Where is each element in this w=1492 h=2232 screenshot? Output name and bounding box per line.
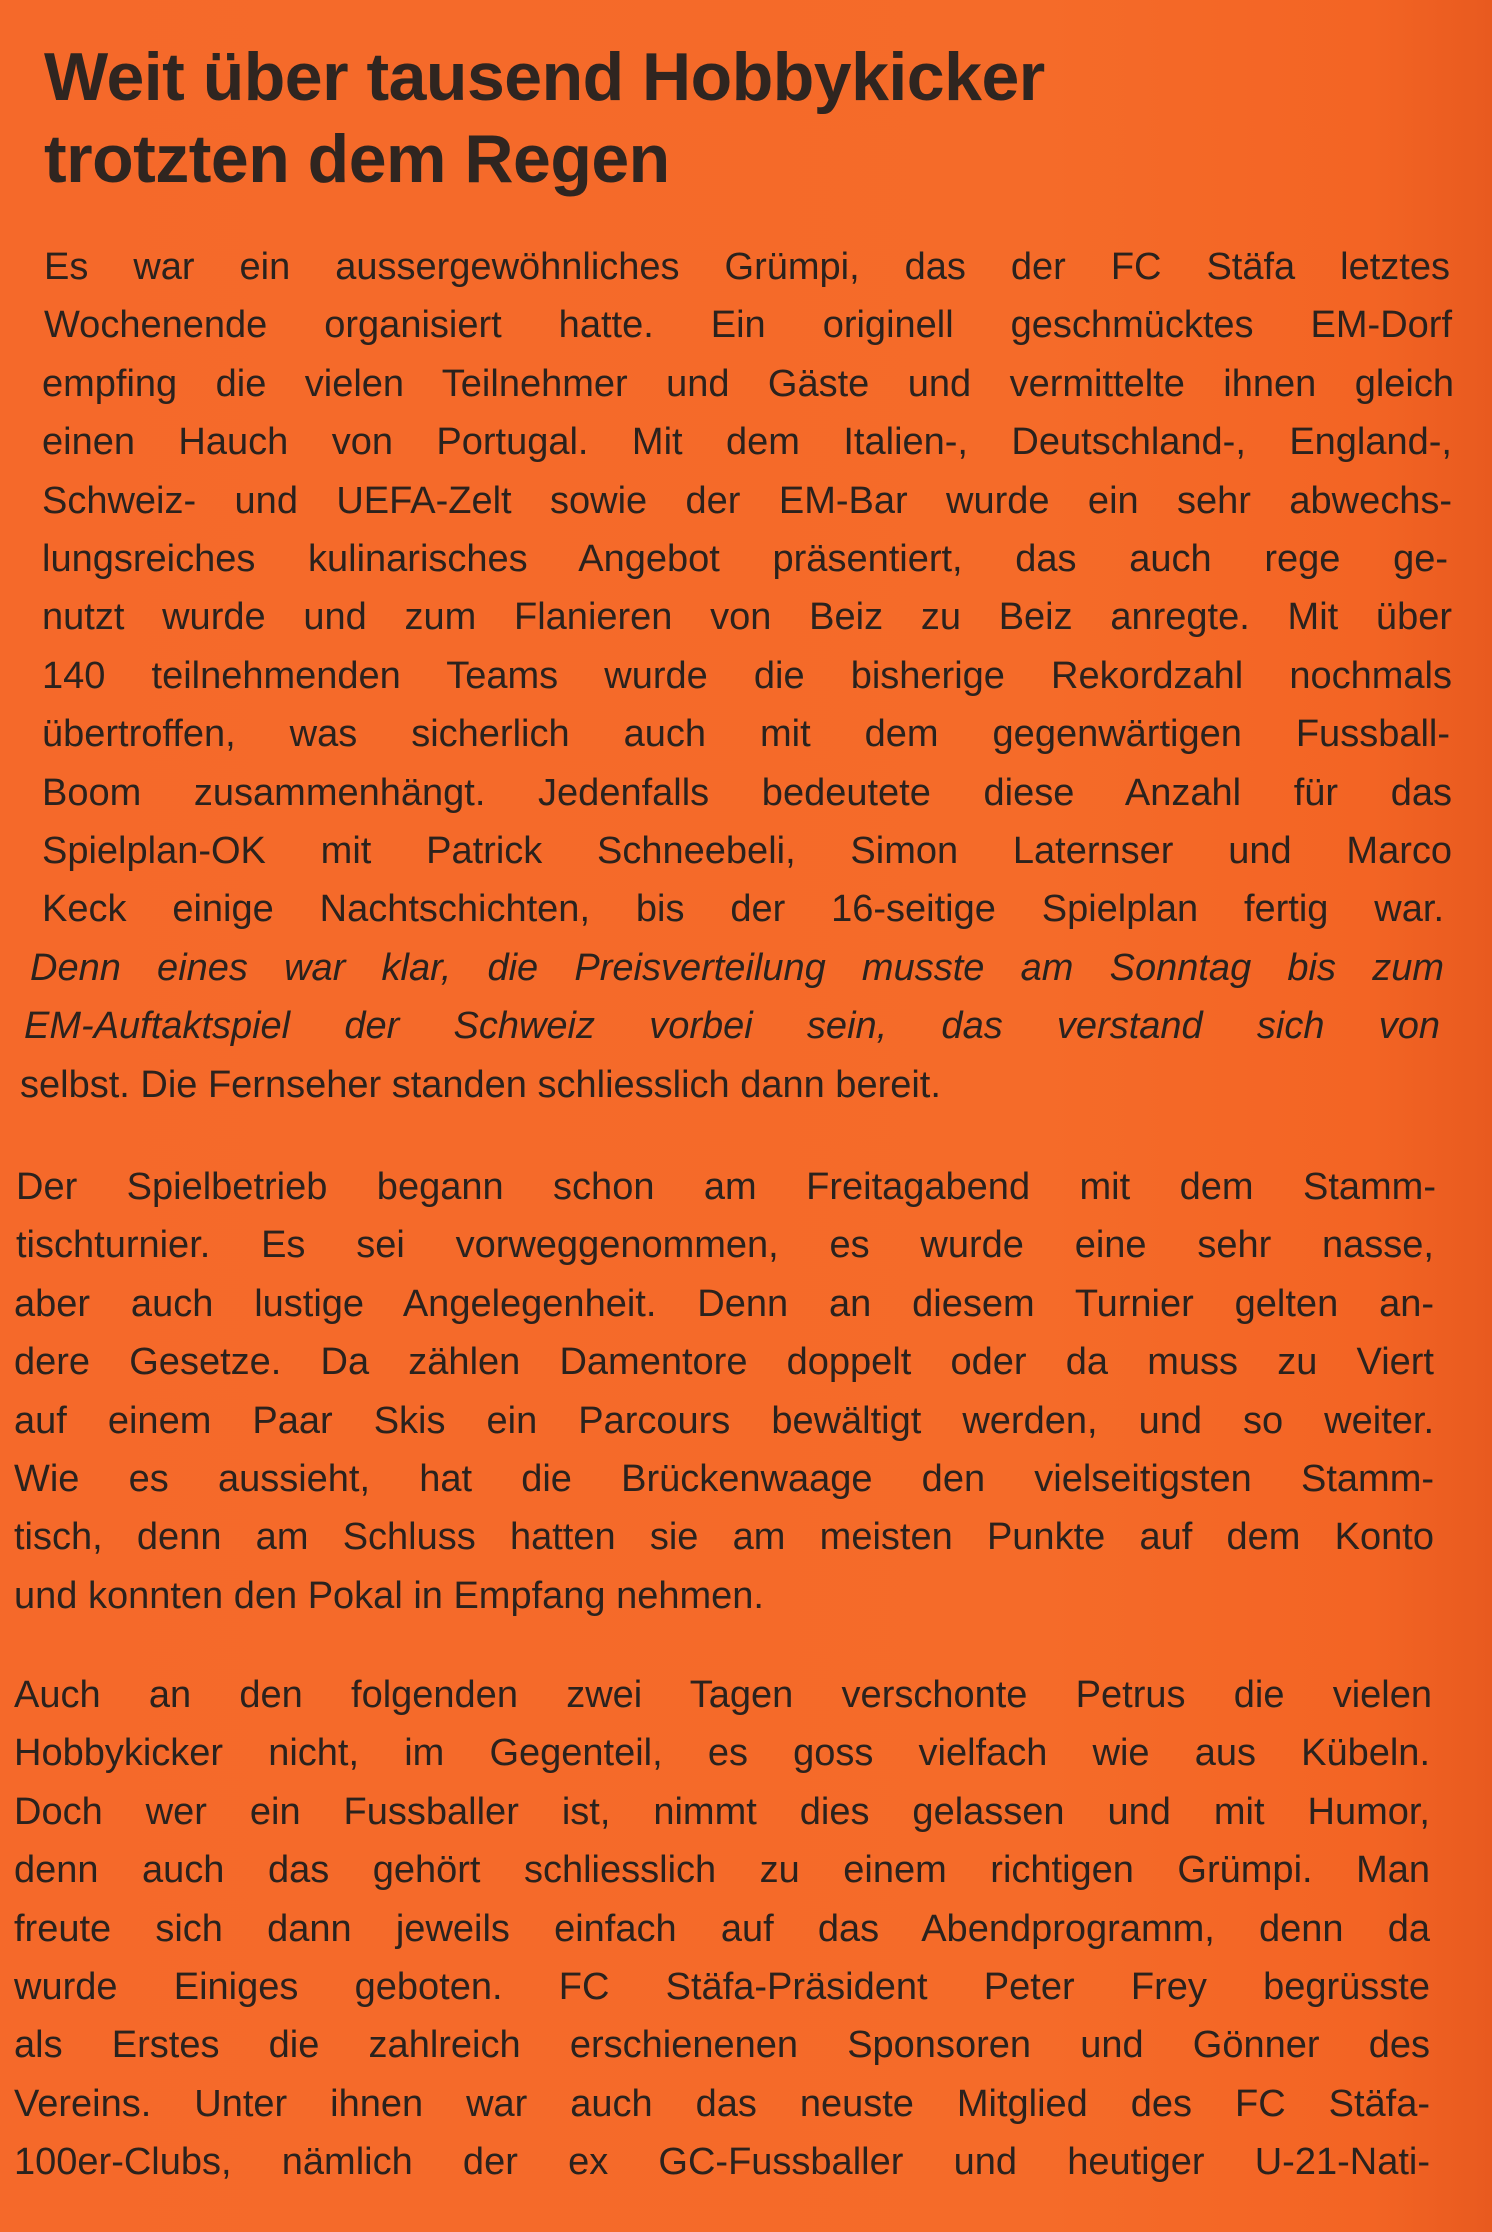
text-line: Wochenende organisiert hatte. Ein originell geschmücktes EM-Dorf [44,304,1452,347]
text-line: Auch an den folgenden zwei Tagen verschonte Petrus die vielen [14,1674,1432,1716]
text-line: Schweiz- und UEFA-Zelt sowie der EM-Bar wurde ein sehr abwechs- [42,479,1452,522]
text-line: dere Gesetze. Da zählen Damentore doppelt oder da muss zu Viert [14,1341,1434,1384]
text-line: empfing die vielen Teilnehmer und Gäste und vermittelte ihnen gleich [42,362,1454,405]
article-paragraph-3 [0,1666,1492,2192]
text-line: denn auch das gehört schliesslich zu einem richtigen Grümpi. Man [14,1849,1430,1892]
text-line: Es war ein aussergewöhnliches Grümpi, das der FC Stäfa letztes [44,246,1450,288]
text-line: einen Hauch von Portugal. Mit dem Italien-, Deutschland-, England-, [42,421,1452,464]
text-line: tisch, denn am Schluss hatten sie am meisten Punkte auf dem Konto [14,1516,1434,1559]
text-line: als Erstes die zahlreich erschienenen Sponsoren und Gönner des [14,2024,1430,2067]
text-line: Wie es aussieht, hat die Brückenwaage den vielseitigsten Stamm- [14,1458,1434,1501]
text-line: und konnten den Pokal in Empfang nehmen. [14,1574,764,1617]
text-line: selbst. Die Fernseher standen schliesslich dann bereit. [20,1063,941,1106]
text-line: 100er-Clubs, nämlich der ex GC-Fussballer und heutiger U-21-Nati- [14,2141,1430,2184]
text-line: nutzt wurde und zum Flanieren von Beiz zu Beiz anregte. Mit über [42,596,1452,639]
article-paragraph-1 [0,238,1492,1114]
headline-line: trotzten dem Regen [44,121,670,197]
text-line: aber auch lustige Angelegenheit. Denn an diesem Turnier gelten an- [14,1282,1434,1325]
text-line: auf einem Paar Skis ein Parcours bewältigt werden, und so weiter. [14,1399,1434,1442]
headline-line: Weit über tausend Hobbykicker [44,39,1045,115]
text-line: freute sich dann jeweils einfach auf das Abendprogramm, denn da [14,1907,1430,1950]
text-line: EM-Auftaktspiel der Schweiz vorbei sein, das verstand sich von [24,1005,1440,1048]
text-line: Keck einige Nachtschichten, bis der 16-seitige Spielplan fertig war. [42,888,1444,931]
text-line: Der Spielbetrieb begann schon am Freitagabend mit dem Stamm- [16,1166,1436,1208]
text-line: Denn eines war klar, die Preisverteilung musste am Sonntag bis zum [30,946,1444,989]
article-paragraph-2 [0,1158,1492,1625]
article-headline [44,36,1444,200]
text-line: lungsreiches kulinarisches Angebot präsentiert, das auch rege ge- [42,538,1448,581]
text-line: übertroffen, was sicherlich auch mit dem gegenwärtigen Fussball- [42,713,1450,756]
text-line: Boom zusammenhängt. Jedenfalls bedeutete diese Anzahl für das [42,771,1452,814]
text-line: wurde Einiges geboten. FC Stäfa-Präsident Peter Frey begrüsste [14,1966,1430,2009]
text-line: Vereins. Unter ihnen war auch das neuste Mitglied des FC Stäfa- [14,2082,1430,2125]
text-line: Spielplan-OK mit Patrick Schneebeli, Simon Laternser und Marco [42,830,1452,873]
text-line: Hobbykicker nicht, im Gegenteil, es goss vielfach wie aus Kübeln. [14,1732,1430,1775]
text-line: tischturnier. Es sei vorweggenommen, es wurde eine sehr nasse, [16,1224,1434,1267]
text-line: Doch wer ein Fussballer ist, nimmt dies gelassen und mit Humor, [14,1790,1430,1833]
text-line: 140 teilnehmenden Teams wurde die bisherige Rekordzahl nochmals [42,654,1452,697]
